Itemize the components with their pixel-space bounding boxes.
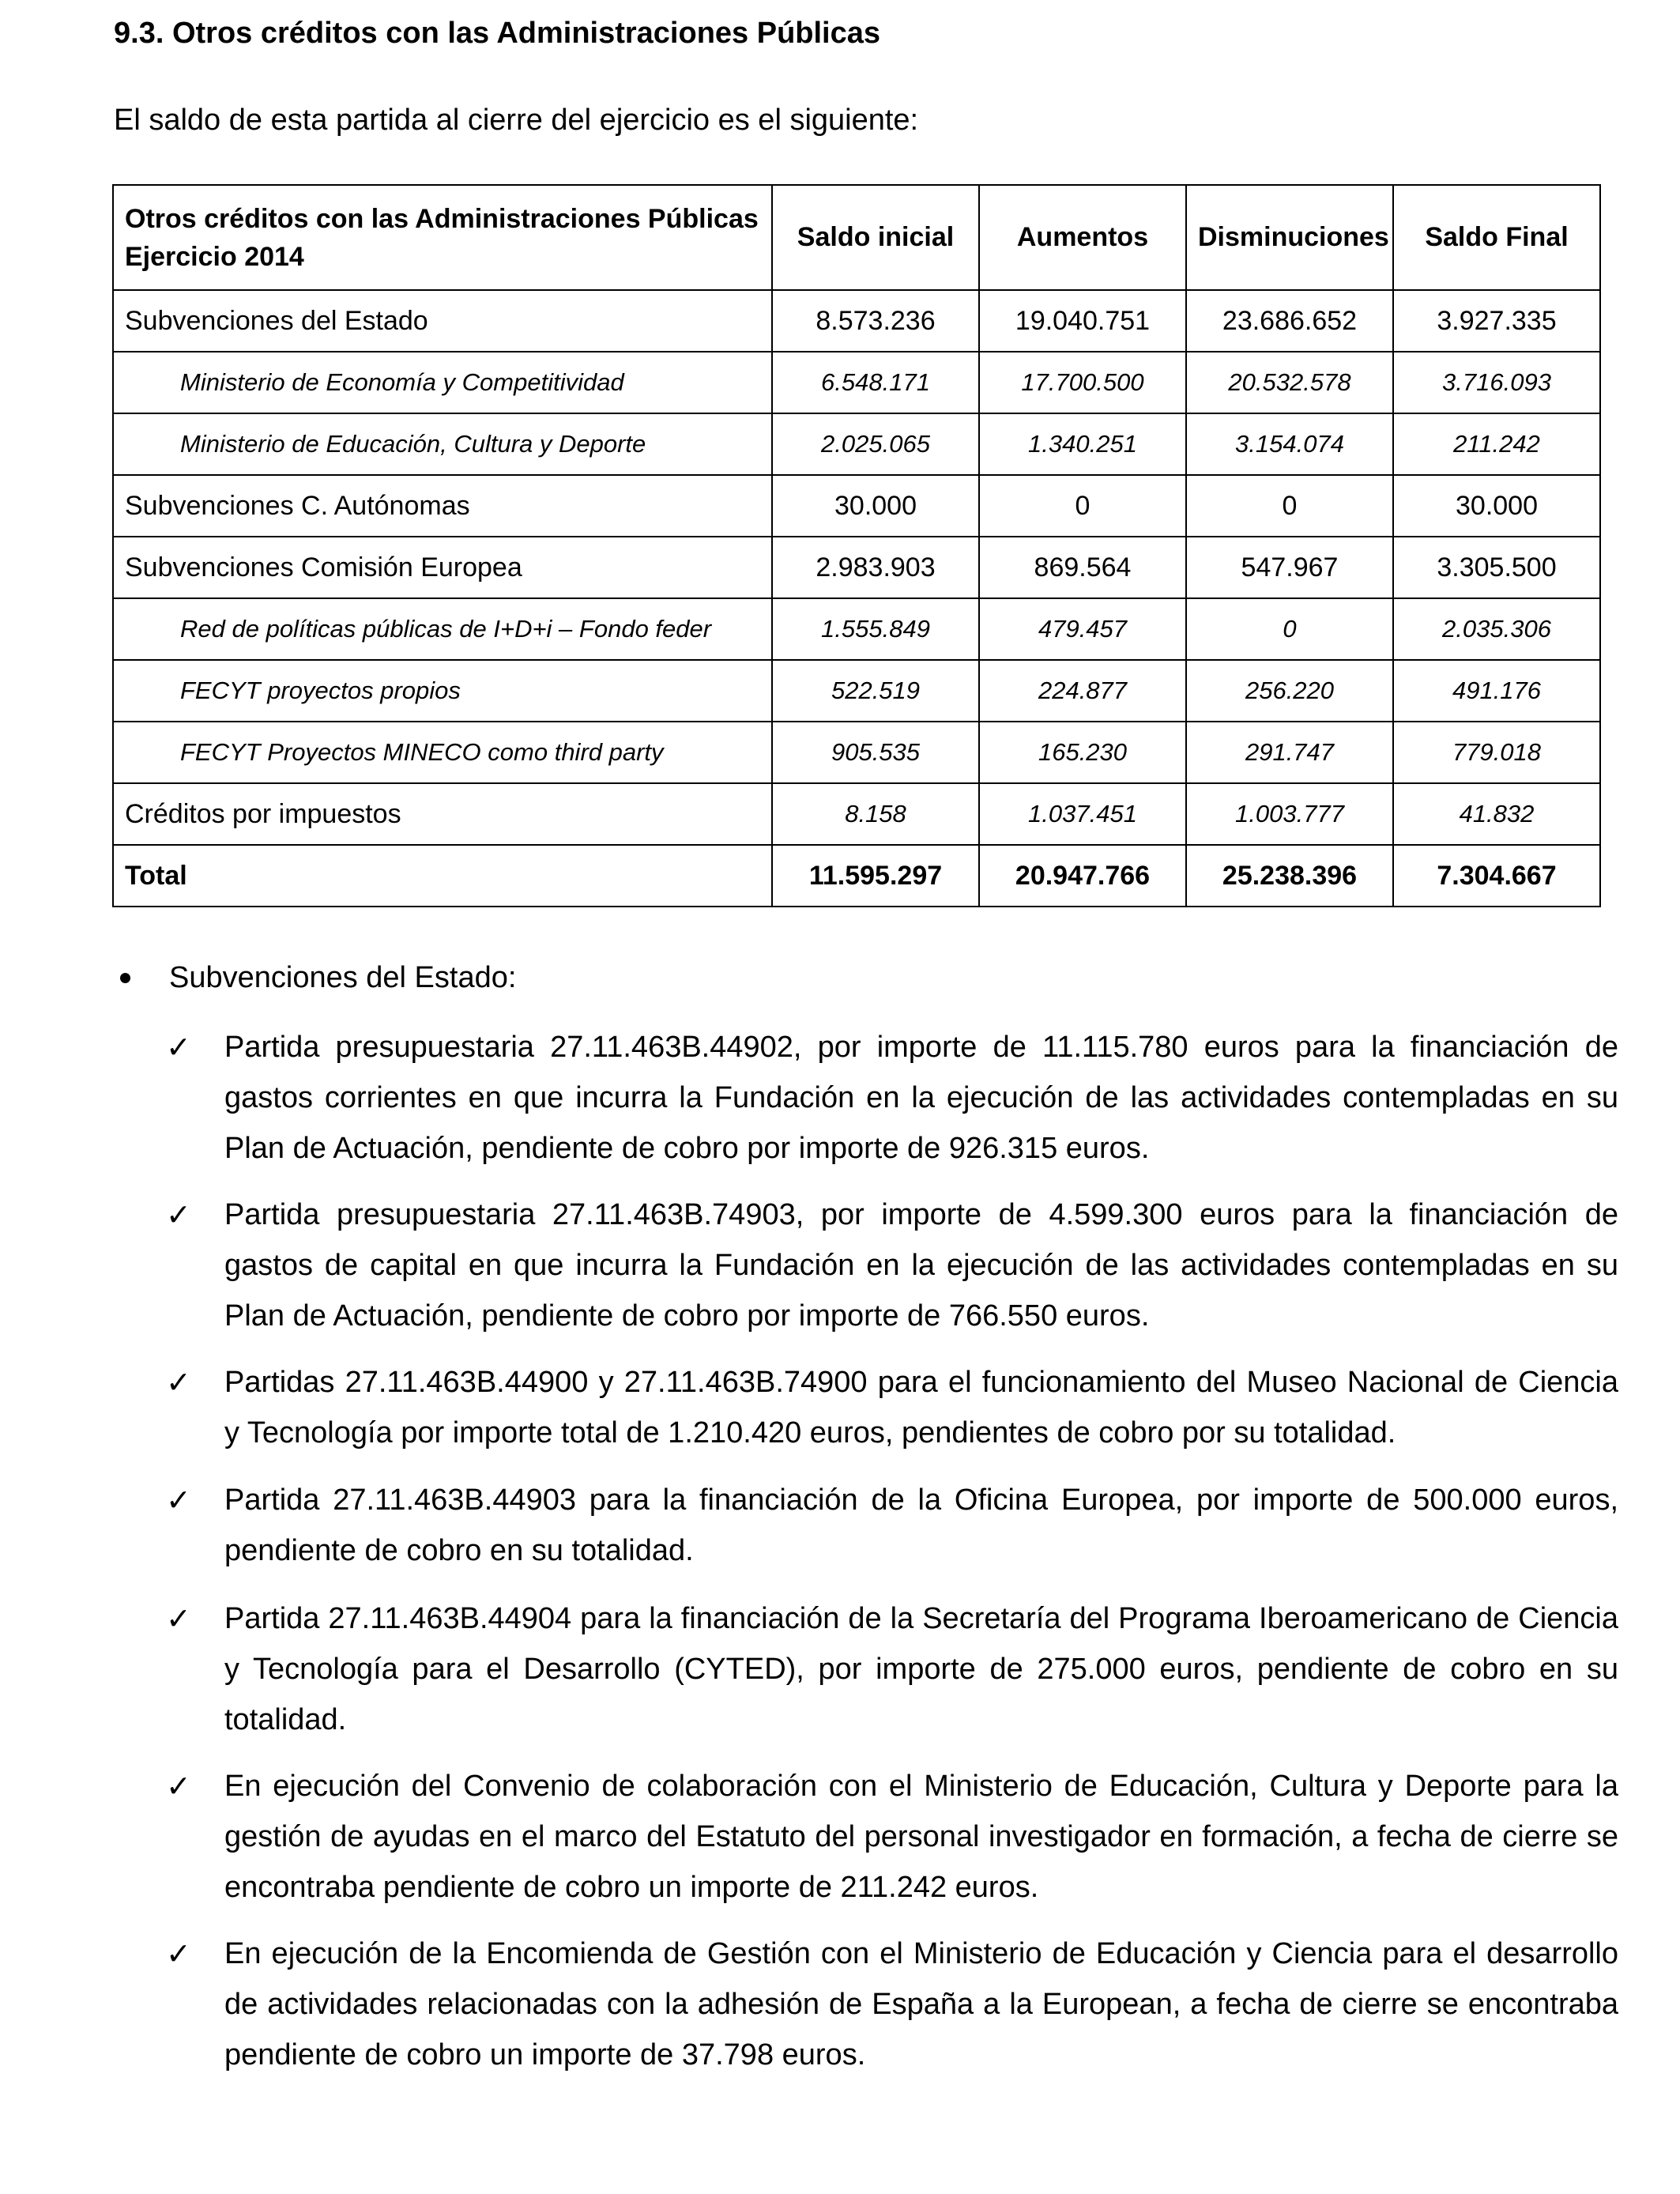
- header-label-cell: [113, 185, 772, 290]
- cell-disminuciones: 20.532.578: [1186, 352, 1393, 413]
- cell-aumentos: 165.230: [979, 722, 1186, 783]
- cell-disminuciones: 0: [1186, 475, 1393, 537]
- cell-saldo-inicial: 30.000: [772, 475, 979, 537]
- credits-table: [112, 184, 1601, 907]
- header-saldo-inicial: Saldo inicial: [772, 185, 979, 290]
- cell-aumentos: 19.040.751: [979, 290, 1186, 352]
- cell-saldo-final: 30.000: [1393, 475, 1600, 537]
- table-row: [113, 413, 1600, 475]
- table-header-row: [113, 185, 1600, 290]
- cell-saldo-inicial: 1.555.849: [772, 598, 979, 660]
- cell-aumentos: 17.700.500: [979, 352, 1186, 413]
- cell-saldo-final: 779.018: [1393, 722, 1600, 783]
- cell-disminuciones: 3.154.074: [1186, 413, 1393, 475]
- cell-saldo-inicial: 2.025.065: [772, 413, 979, 475]
- table-row: [113, 722, 1600, 783]
- row-label: FECYT Proyectos MINECO como third party: [113, 722, 772, 783]
- table-row: [113, 352, 1600, 413]
- bullet-icon: [120, 973, 130, 983]
- cell-aumentos: 1.037.451: [979, 783, 1186, 845]
- cell-disminuciones: 256.220: [1186, 660, 1393, 722]
- check-item-text: Partida 27.11.463B.44904 para la financiación de la Secretaría del Programa Iberoamericano de Ciencia y Tecnología para el Desarrollo (CYTED), por importe de 275.000 euros, pendiente de cobro en su totalidad.: [224, 1602, 1618, 1736]
- header-label-line1: Otros créditos con las Administraciones Públicas: [125, 203, 759, 234]
- cell-saldo-final: 7.304.667: [1393, 845, 1600, 907]
- row-label: FECYT proyectos propios: [113, 660, 772, 722]
- check-item-text: Partida presupuestaria 27.11.463B.74903, por importe de 4.599.300 euros para la financiación de gastos de capital en que incurra la Fundación en la ejecución de las actividades contempladas en su Plan de Actuación, pendiente de cobro por importe de 766.550 euros.: [224, 1198, 1618, 1333]
- bullet-text: Subvenciones del Estado:: [169, 961, 517, 994]
- cell-disminuciones: 0: [1186, 598, 1393, 660]
- header-label-line2: Ejercicio 2014: [125, 241, 304, 272]
- cell-saldo-inicial: 2.983.903: [772, 537, 979, 598]
- cell-disminuciones: 547.967: [1186, 537, 1393, 598]
- table-row: [113, 598, 1600, 660]
- cell-saldo-inicial: 11.595.297: [772, 845, 979, 907]
- cell-saldo-final: 3.716.093: [1393, 352, 1600, 413]
- check-item-text: Partidas 27.11.463B.44900 y 27.11.463B.74900 para el funcionamiento del Museo Nacional de Ciencia y Tecnología por importe total de 1.210.420 euros, pendientes de cobro por su totalidad.: [224, 1366, 1618, 1449]
- check-item-text: En ejecución de la Encomienda de Gestión con el Ministerio de Educación y Ciencia para el desarrollo de actividades relacionadas con la adhesión de España a la European, a fecha de cierre se encontraba pendiente de cobro un importe de 37.798 euros.: [224, 1937, 1618, 2071]
- row-label: Subvenciones del Estado: [113, 290, 772, 352]
- cell-disminuciones: 23.686.652: [1186, 290, 1393, 352]
- cell-saldo-final: 3.927.335: [1393, 290, 1600, 352]
- check-item-text: En ejecución del Convenio de colaboración con el Ministerio de Educación, Cultura y Deporte para la gestión de ayudas en el marco del Estatuto del personal investigador en formación, a fecha de cierre se encontraba pendiente de cobro un importe de 211.242 euros.: [224, 1770, 1618, 1904]
- cell-disminuciones: 291.747: [1186, 722, 1393, 783]
- cell-saldo-inicial: 8.158: [772, 783, 979, 845]
- table-total-row: [113, 845, 1600, 907]
- table-row: [113, 537, 1600, 598]
- cell-disminuciones: 25.238.396: [1186, 845, 1393, 907]
- cell-saldo-inicial: 522.519: [772, 660, 979, 722]
- cell-aumentos: 224.877: [979, 660, 1186, 722]
- checkmark-icon: ✓: [166, 1483, 191, 1517]
- row-label: Créditos por impuestos: [113, 783, 772, 845]
- cell-saldo-final: 41.832: [1393, 783, 1600, 845]
- row-label: Subvenciones Comisión Europea: [113, 537, 772, 598]
- cell-saldo-final: 3.305.500: [1393, 537, 1600, 598]
- checkmark-icon: ✓: [166, 1601, 191, 1636]
- intro-paragraph: El saldo de esta partida al cierre del ejercicio es el siguiente:: [114, 104, 919, 137]
- cell-aumentos: 20.947.766: [979, 845, 1186, 907]
- cell-aumentos: 0: [979, 475, 1186, 537]
- row-label: Red de políticas públicas de I+D+i – Fondo feder: [113, 598, 772, 660]
- row-label: Ministerio de Educación, Cultura y Deporte: [113, 413, 772, 475]
- header-saldo-final: Saldo Final: [1393, 185, 1600, 290]
- section-heading: 9.3. Otros créditos con las Administraciones Públicas: [114, 17, 881, 50]
- cell-disminuciones: 1.003.777: [1186, 783, 1393, 845]
- checkmark-icon: ✓: [166, 1936, 191, 1971]
- cell-saldo-inicial: 905.535: [772, 722, 979, 783]
- row-label: Total: [113, 845, 772, 907]
- header-disminuciones: Disminuciones: [1186, 185, 1393, 290]
- checkmark-icon: ✓: [166, 1197, 191, 1232]
- cell-saldo-final: 211.242: [1393, 413, 1600, 475]
- check-item-text: Partida 27.11.463B.44903 para la financiación de la Oficina Europea, por importe de 500.000 euros, pendiente de cobro en su totalidad.: [224, 1483, 1618, 1567]
- row-label: Ministerio de Economía y Competitividad: [113, 352, 772, 413]
- table-row: [113, 290, 1600, 352]
- cell-aumentos: 479.457: [979, 598, 1186, 660]
- cell-saldo-final: 491.176: [1393, 660, 1600, 722]
- cell-aumentos: 869.564: [979, 537, 1186, 598]
- table-row: [113, 783, 1600, 845]
- header-aumentos: Aumentos: [979, 185, 1186, 290]
- table-row: [113, 475, 1600, 537]
- cell-aumentos: 1.340.251: [979, 413, 1186, 475]
- checkmark-icon: ✓: [166, 1365, 191, 1400]
- table-row: [113, 660, 1600, 722]
- checkmark-icon: ✓: [166, 1769, 191, 1804]
- cell-saldo-inicial: 6.548.171: [772, 352, 979, 413]
- checkmark-icon: ✓: [166, 1030, 191, 1065]
- cell-saldo-inicial: 8.573.236: [772, 290, 979, 352]
- cell-saldo-final: 2.035.306: [1393, 598, 1600, 660]
- row-label: Subvenciones C. Autónomas: [113, 475, 772, 537]
- check-item-text: Partida presupuestaria 27.11.463B.44902, por importe de 11.115.780 euros para la financiación de gastos corrientes en que incurra la Fundación en la ejecución de las actividades contempladas en su Plan de Actuación, pendiente de cobro por importe de 926.315 euros.: [224, 1031, 1618, 1165]
